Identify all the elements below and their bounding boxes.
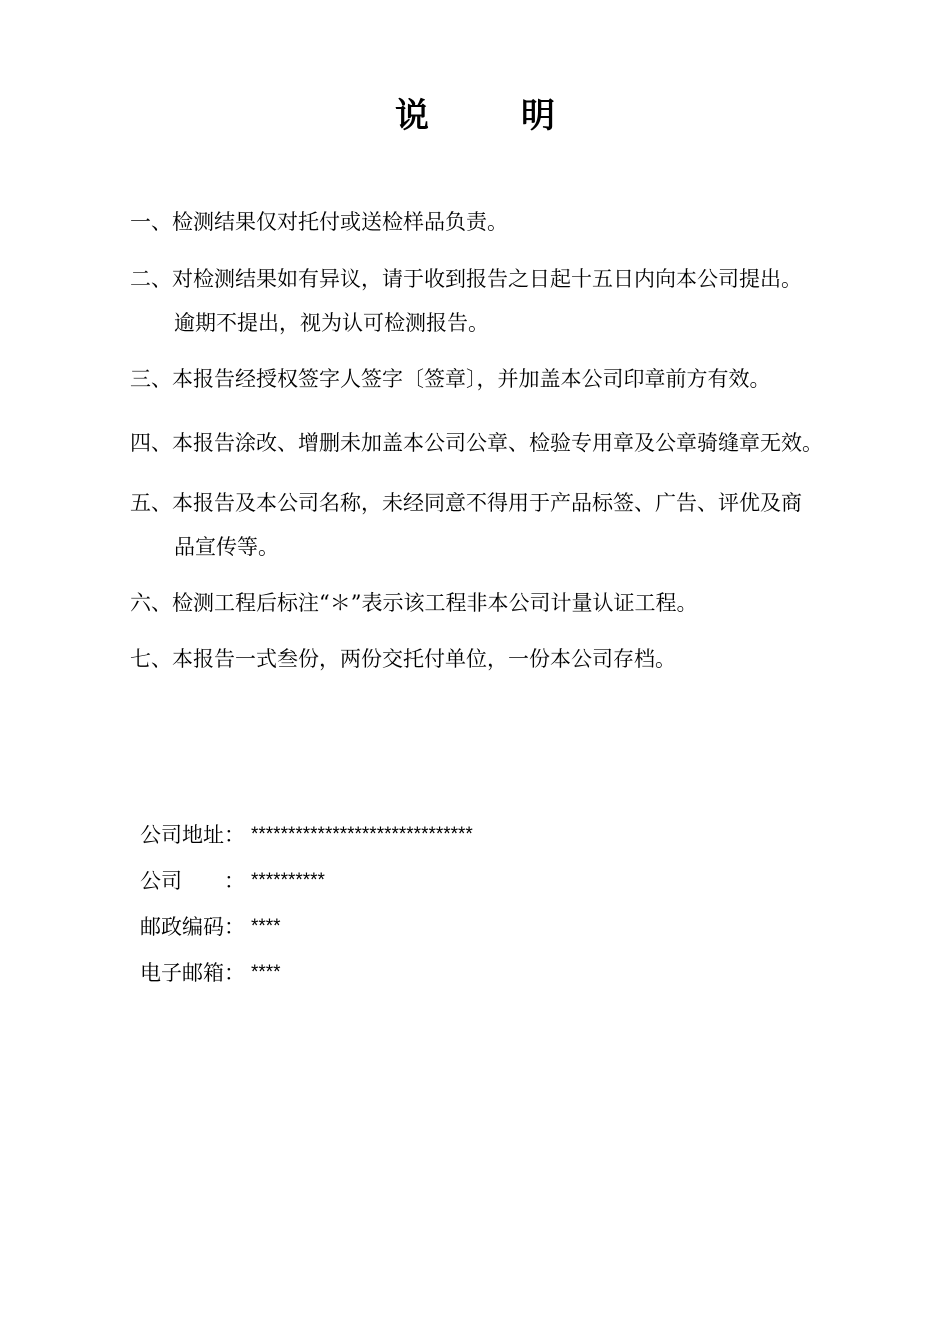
address-value: ****************************** [251, 824, 473, 845]
postcode-value: **** [251, 916, 281, 937]
note-item [130, 481, 860, 569]
postcode-label: 邮政编码： [140, 915, 245, 939]
note-number: 三、 [130, 367, 172, 391]
company-info [140, 812, 473, 996]
company-value: ********** [251, 870, 325, 891]
company-row [140, 858, 473, 904]
note-continuation: 逾期不提出，视为认可检测报告。 [174, 311, 489, 335]
note-number: 二、 [130, 267, 172, 291]
note-item [130, 421, 860, 465]
note-text: 本报告经授权签字人签字〔签章〕，并加盖本公司印章前方有效。 [172, 367, 771, 391]
note-item [130, 637, 860, 681]
page-title [0, 88, 950, 137]
note-text: 本报告及本公司名称，未经同意不得用于产品标签、广告、评优及商 [172, 491, 802, 515]
note-text: 本报告一式叁份，两份交托付单位，一份本公司存档。 [172, 647, 676, 671]
note-number: 四、 [130, 431, 172, 455]
note-text: 对检测结果如有异议，请于收到报告之日起十五日内向本公司提出。 [172, 267, 802, 291]
title-char-2: 明 [521, 96, 555, 136]
note-number: 六、 [130, 591, 172, 615]
email-label: 电子邮箱： [140, 961, 245, 985]
note-number: 七、 [130, 647, 172, 671]
note-item [130, 581, 860, 625]
company-label: 公司 ： [140, 869, 245, 893]
note-text: 检测工程后标注“＊”表示该工程非本公司计量认证工程。 [172, 591, 698, 615]
note-text: 本报告涂改、增删未加盖本公司公章、检验专用章及公章骑缝章无效。 [172, 431, 823, 455]
note-number: 五、 [130, 491, 172, 515]
note-continuation: 品宣传等。 [174, 535, 279, 559]
email-row [140, 950, 473, 996]
note-item [130, 257, 860, 345]
postcode-row [140, 904, 473, 950]
note-item [130, 200, 860, 244]
address-row [140, 812, 473, 858]
address-label: 公司地址： [140, 823, 245, 847]
note-text: 检测结果仅对托付或送检样品负责。 [172, 210, 508, 234]
note-item [130, 357, 860, 401]
email-value: **** [251, 962, 281, 983]
title-char-1: 说 [395, 96, 429, 136]
note-number: 一、 [130, 210, 172, 234]
